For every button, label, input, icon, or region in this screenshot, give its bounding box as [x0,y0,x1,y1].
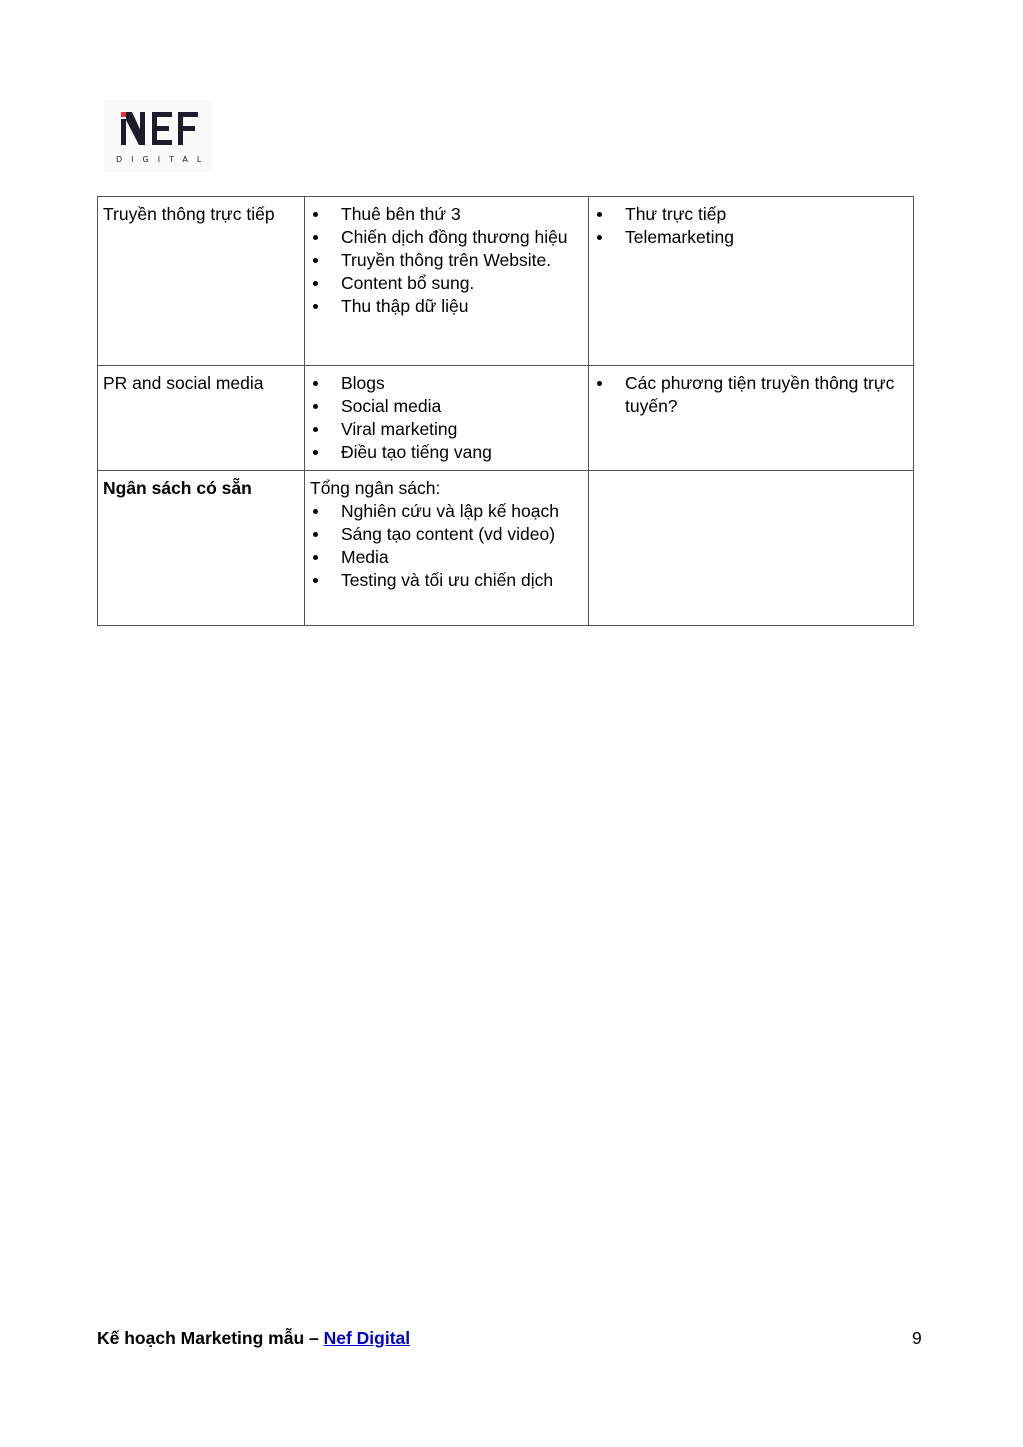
footer-title: Kế hoạch Marketing mẫu – [97,1328,324,1348]
page-number: 9 [912,1328,922,1348]
tactics-list [310,203,583,318]
table-row [98,197,914,366]
footer [97,1328,410,1349]
nef-digital-link[interactable]: Nef Digital [323,1328,411,1348]
budget-intro: Tổng ngân sách: [310,478,441,498]
list-item: Content bổ sung. [310,272,583,295]
empty-cell [589,471,914,626]
list-item: Thu thập dữ liệu [310,295,583,318]
list-item: Sáng tạo content (vd video) [310,523,583,546]
list-item: Social media [310,395,583,418]
row-label [98,471,305,626]
budget-list [310,500,583,592]
svg-text:DIGITAL: DIGITAL [116,155,211,164]
list-item: Truyền thông trên Website. [310,249,583,272]
tactics-cell [305,366,589,471]
channels-cell [589,197,914,366]
row-label-text: PR and social media [103,373,264,393]
table-row [98,366,914,471]
list-item: Blogs [310,372,583,395]
channels-cell [589,366,914,471]
channels-list [594,372,908,418]
tactics-list [310,372,583,464]
list-item: Các phương tiện truyền thông trực tuyến? [594,372,908,418]
list-item: Chiến dịch đồng thương hiệu [310,226,583,249]
list-item: Viral marketing [310,418,583,441]
list-item: Testing và tối ưu chiến dịch [310,569,583,592]
channels-list [594,203,908,249]
table-row [98,471,914,626]
row-label-text: Truyền thông trực tiếp [103,204,275,224]
list-item: Thuê bên thứ 3 [310,203,583,226]
list-item: Nghiên cứu và lập kế hoạch [310,500,583,523]
row-label [98,366,305,471]
list-item: Telemarketing [594,226,908,249]
budget-cell [305,471,589,626]
row-label-text: Ngân sách có sẵn [103,478,252,498]
logo-mark [104,100,212,172]
row-label [98,197,305,366]
tactics-cell [305,197,589,366]
nef-digital-logo [104,100,212,172]
marketing-plan-table [97,196,914,626]
list-item: Media [310,546,583,569]
list-item: Điều tạo tiếng vang [310,441,583,464]
list-item: Thư trực tiếp [594,203,908,226]
